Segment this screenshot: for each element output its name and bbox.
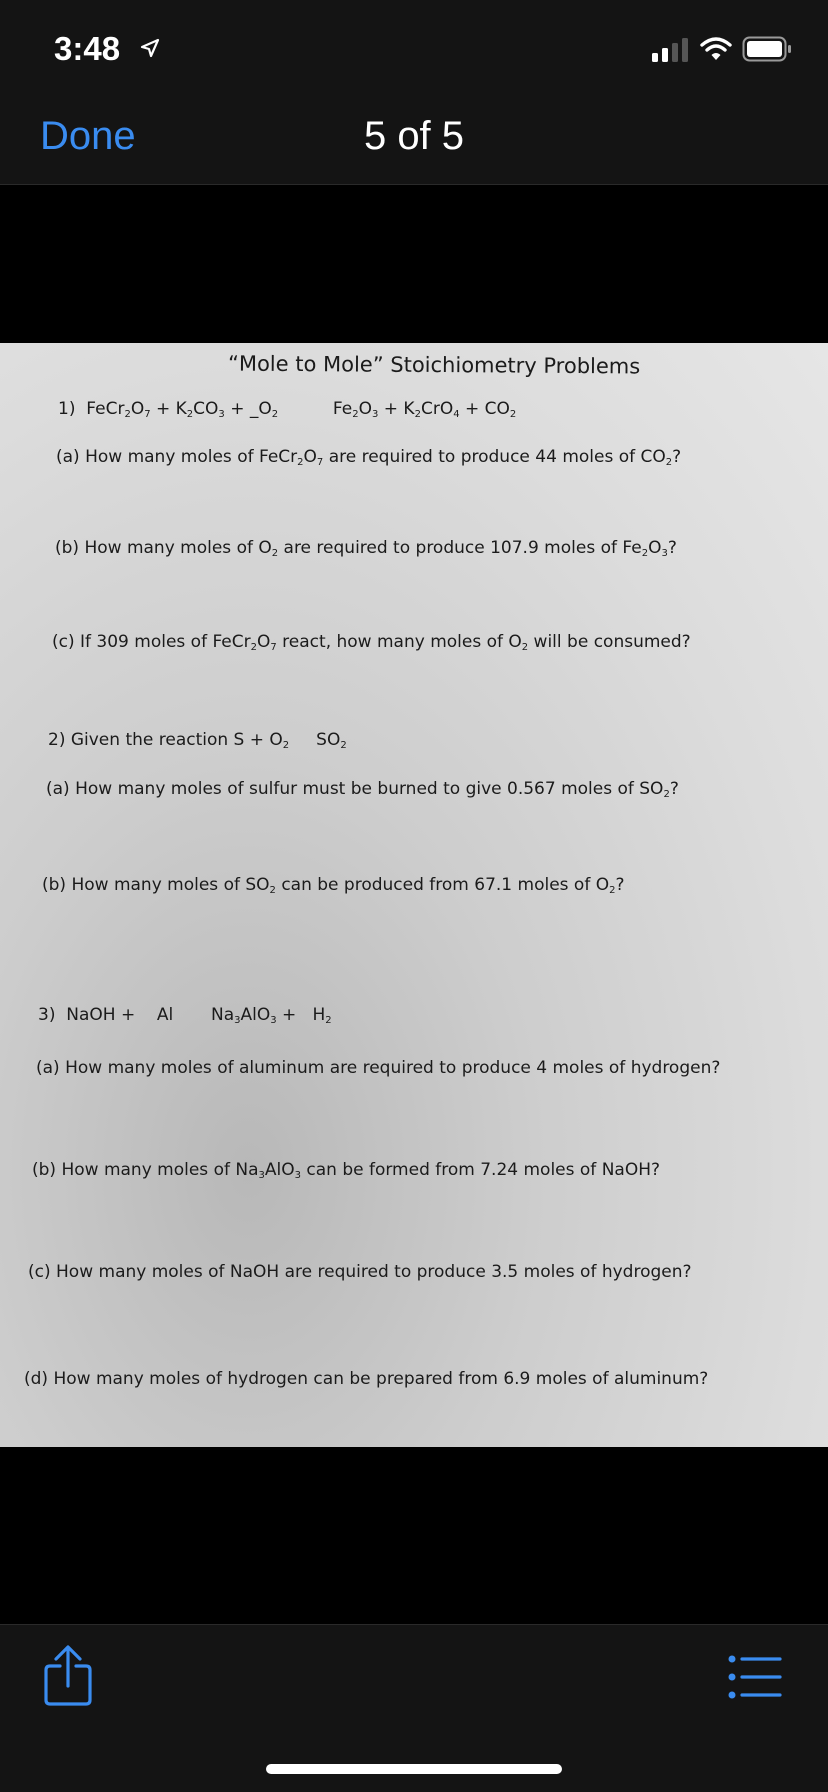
problem-2-intro: 2) Given the reaction $S + O_2$ $SO_2$ bbox=[48, 730, 347, 751]
question-1b: (b) How many moles of $O_2$ are required to produce 107.9 moles of $Fe_2O_3$? bbox=[55, 538, 677, 559]
problem-3-equation: 3) NaOH + Al $Na_3AlO_3 + H_2$ bbox=[38, 1005, 332, 1026]
question-2b: (b) How many moles of $SO_2$ can be produced from 67.1 moles of $O_2$? bbox=[42, 875, 625, 896]
page-counter: 5 of 5 bbox=[363, 114, 465, 158]
question-3b: (b) How many moles of $Na_3AlO_3$ can be formed from 7.24 moles of NaOH? bbox=[32, 1160, 661, 1181]
cellular-signal-icon bbox=[652, 38, 690, 62]
question-3d: (d) How many moles of hydrogen can be prepared from 6.9 moles of aluminum? bbox=[24, 1369, 709, 1389]
question-1a: (a) How many moles of $FeCr_2O_7$ are required to produce 44 moles of $CO_2$? bbox=[56, 447, 682, 468]
home-indicator[interactable] bbox=[266, 1764, 562, 1774]
top-bar bbox=[0, 0, 828, 185]
battery-icon bbox=[742, 36, 792, 62]
question-2a: (a) How many moles of sulfur must be burned to give 0.567 moles of $SO_2$? bbox=[46, 779, 679, 800]
problem-1-equation: 1) $FeCr_2O_7 + K_2CO_3$ + $\_O_2$ $Fe_2O_3 + K_2CrO_4 + CO_2$ bbox=[58, 399, 517, 420]
wifi-icon bbox=[700, 36, 732, 62]
question-3c: (c) How many moles of NaOH are required to produce 3.5 moles of hydrogen? bbox=[28, 1262, 692, 1282]
list-icon[interactable] bbox=[728, 1654, 782, 1700]
problem-number: 1) bbox=[58, 399, 76, 419]
location-arrow-icon bbox=[140, 38, 160, 58]
done-button[interactable]: Done bbox=[40, 114, 136, 158]
status-time: 3:48 bbox=[54, 30, 121, 67]
question-3a: (a) How many moles of aluminum are required to produce 4 moles of hydrogen? bbox=[36, 1058, 721, 1078]
document-page bbox=[0, 343, 828, 1447]
worksheet-title: “Mole to Mole” Stoichiometry Problems bbox=[227, 351, 641, 379]
share-icon[interactable] bbox=[42, 1644, 94, 1706]
question-1c: (c) If 309 moles of $FeCr_2O_7$ react, how many moles of $O_2$ will be consumed? bbox=[52, 632, 691, 653]
